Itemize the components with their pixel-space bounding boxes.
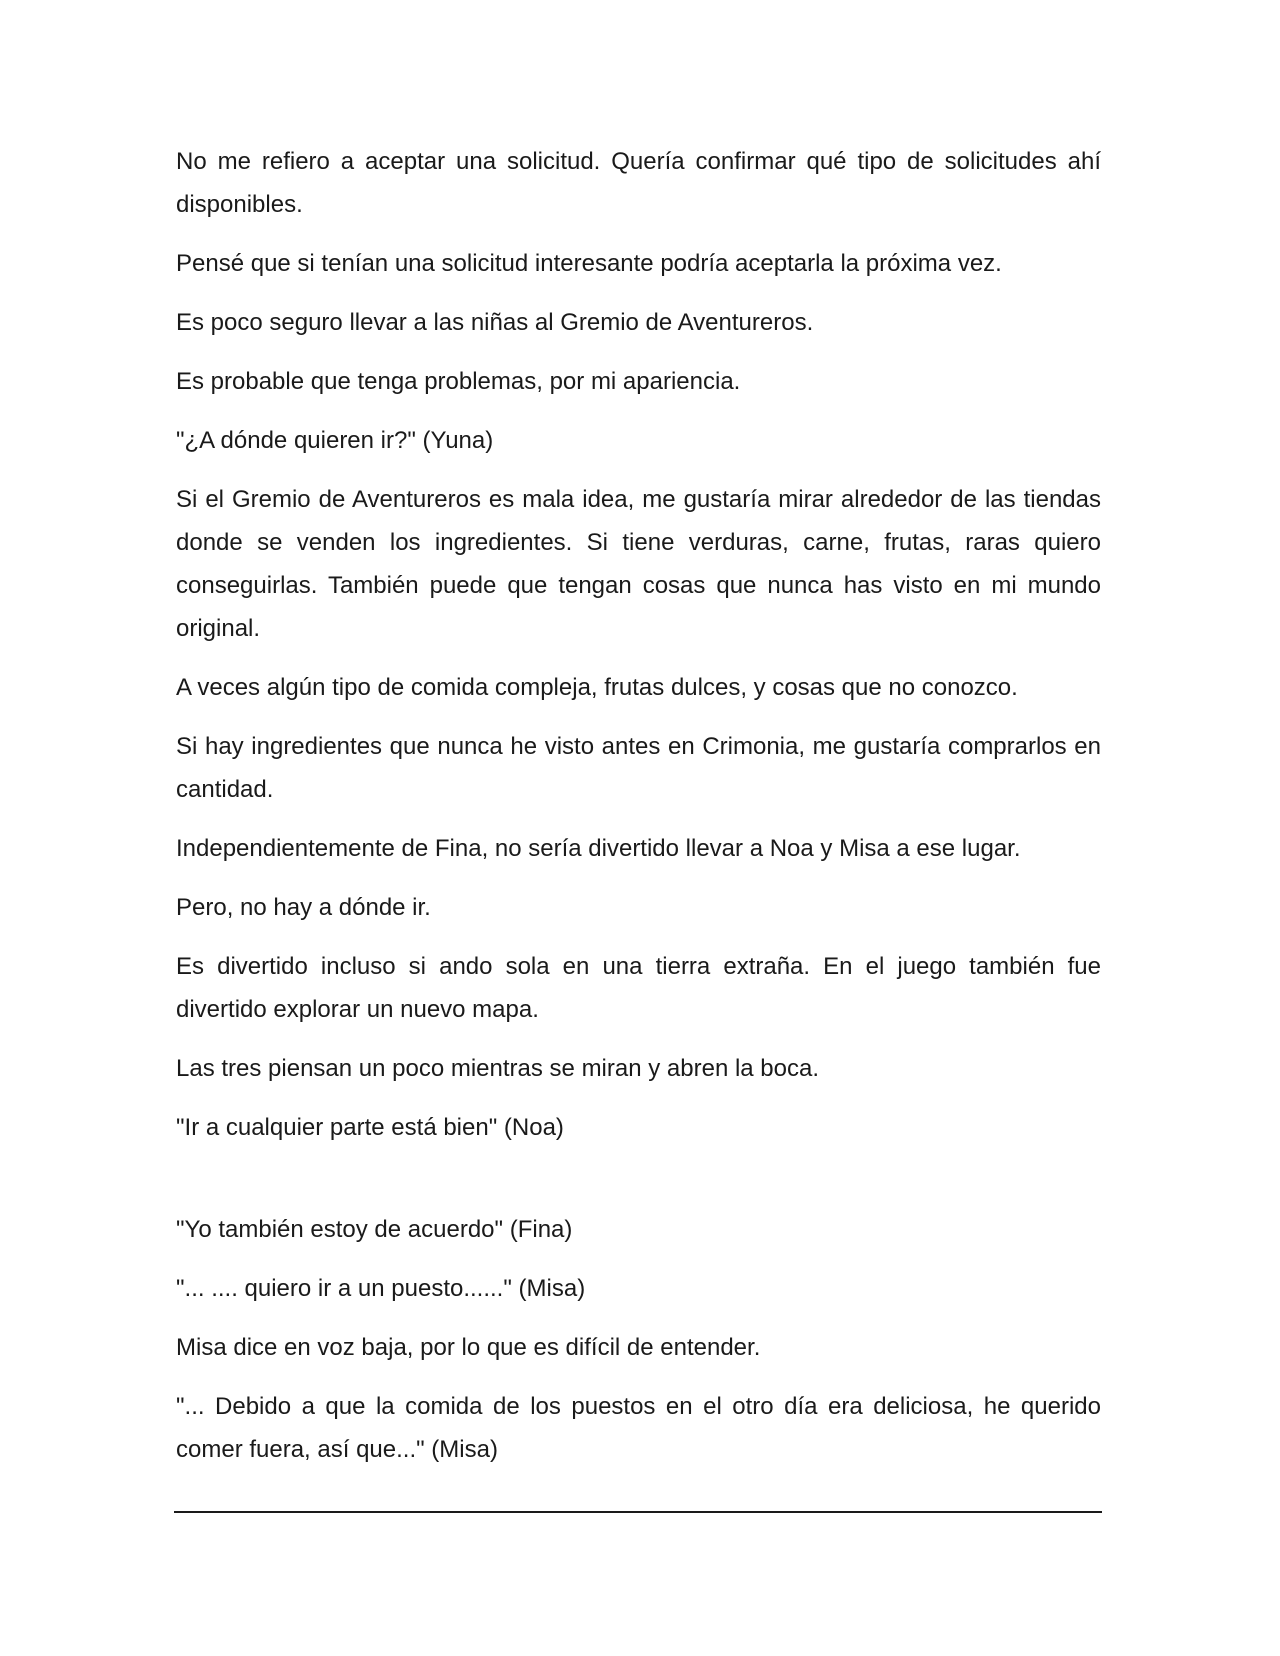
paragraph: No me refiero a aceptar una solicitud. Quería confirmar qué tipo de solicitudes ahí disponibles.	[176, 148, 1101, 218]
paragraph: Pensé que si tenían una solicitud interesante podría aceptarla la próxima vez.	[176, 250, 1002, 277]
paragraph: Pero, no hay a dónde ir.	[176, 894, 431, 921]
paragraph: Si hay ingredientes que nunca he visto antes en Crimonia, me gustaría comprarlos en cantidad.	[176, 733, 1101, 803]
paragraph: Es divertido incluso si ando sola en una tierra extraña. En el juego también fue divertido explorar un nuevo mapa.	[176, 953, 1101, 1023]
paragraph: A veces algún tipo de comida compleja, frutas dulces, y cosas que no conozco.	[176, 674, 1018, 701]
document-body	[176, 140, 1101, 1487]
paragraph: "... .... quiero ir a un puesto......" (Misa)	[176, 1275, 586, 1302]
paragraph: Misa dice en voz baja, por lo que es difícil de entender.	[176, 1334, 761, 1361]
paragraph: Si el Gremio de Aventureros es mala idea, me gustaría mirar alrededor de las tiendas donde se venden los ingredientes. Si tiene verduras, carne, frutas, raras quiero conseguirlas. También puede que tengan cosas que nunca has visto en mi mundo original.	[176, 486, 1101, 642]
paragraph: "Ir a cualquier parte está bien" (Noa)	[176, 1114, 564, 1141]
paragraph: Es poco seguro llevar a las niñas al Gremio de Aventureros.	[176, 309, 814, 336]
paragraph: "... Debido a que la comida de los puestos en el otro día era deliciosa, he querido comer fuera, así que..." (Misa)	[176, 1393, 1101, 1463]
paragraph: "Yo también estoy de acuerdo" (Fina)	[176, 1216, 573, 1243]
paragraph: Independientemente de Fina, no sería divertido llevar a Noa y Misa a ese lugar.	[176, 835, 1021, 862]
paragraph: Las tres piensan un poco mientras se miran y abren la boca.	[176, 1055, 820, 1082]
paragraph: "¿A dónde quieren ir?" (Yuna)	[176, 427, 494, 454]
footer-divider	[174, 1511, 1102, 1513]
paragraph: Es probable que tenga problemas, por mi apariencia.	[176, 368, 741, 395]
